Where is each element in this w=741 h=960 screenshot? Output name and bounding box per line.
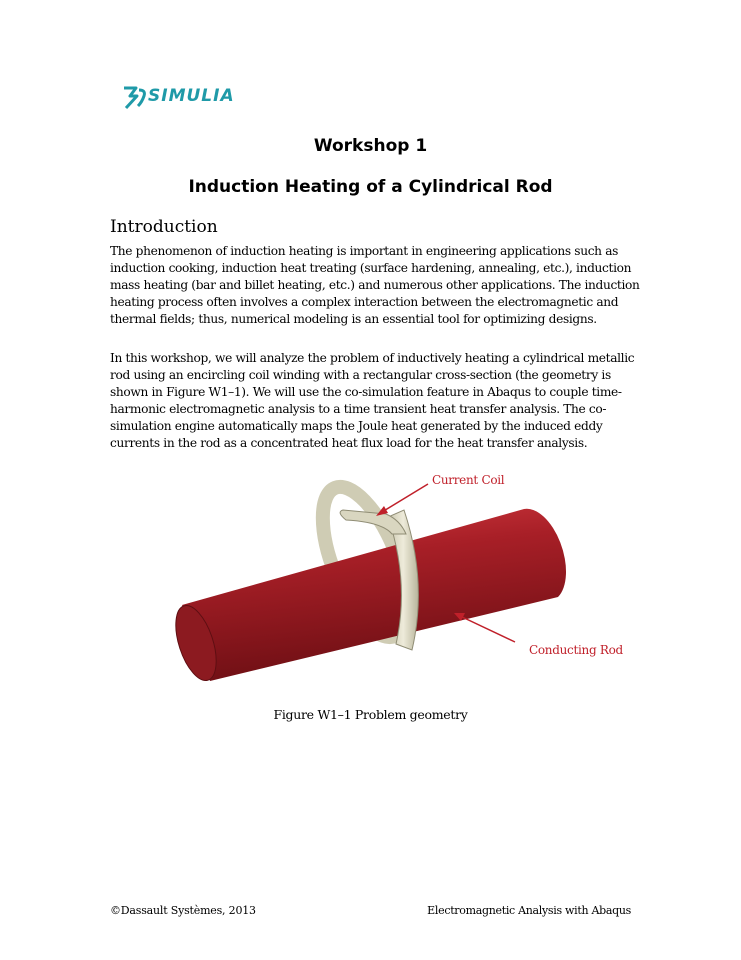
figure-caption: Figure W1–1 Problem geometry	[273, 707, 468, 722]
footer-copyright: ©Dassault Systèmes, 2013	[110, 904, 256, 917]
paragraph-1: The phenomenon of induction heating is important in engineering applications such as induction cooking, induction heat treating (surface hardening, annealing, etc.), induction mass heating (bar and billet heating, etc.) and numerous other applications. The induction heating process often involves a complex interaction between the electromagnetic and thermal fields; thus, numerical modeling is an essential tool for optimizing designs.	[110, 244, 640, 326]
workshop-heading: Workshop 1	[313, 136, 428, 156]
workshop-title: Induction Heating of a Cylindrical Rod	[188, 177, 553, 197]
footer-course-title: Electromagnetic Analysis with Abaqus	[427, 904, 631, 917]
logo-text: SIMULIA	[148, 86, 235, 106]
rod-label: Conducting Rod	[529, 643, 623, 657]
3ds-logo-icon	[120, 82, 150, 112]
rod-arrow	[454, 613, 515, 642]
section-heading: Introduction	[110, 217, 218, 237]
simulia-logo	[120, 82, 260, 112]
paragraph-2: In this workshop, we will analyze the problem of inductively heating a cylindrical metallic rod using an encircling coil winding with a rectangular cross-section (the geometry is shown in Figure W1–1). We will use the co-simulation feature in Abaqus to couple time-harmonic electromagnetic analysis to a time transient heat transfer analysis. The co-simulation engine automatically maps the Joule heat generated by the induced eddy currents in the rod as a concentrated heat flux load for the heat transfer analysis.	[110, 351, 635, 450]
conducting-rod	[168, 509, 566, 686]
coil-label: Current Coil	[432, 473, 505, 487]
problem-geometry-figure	[160, 462, 640, 692]
